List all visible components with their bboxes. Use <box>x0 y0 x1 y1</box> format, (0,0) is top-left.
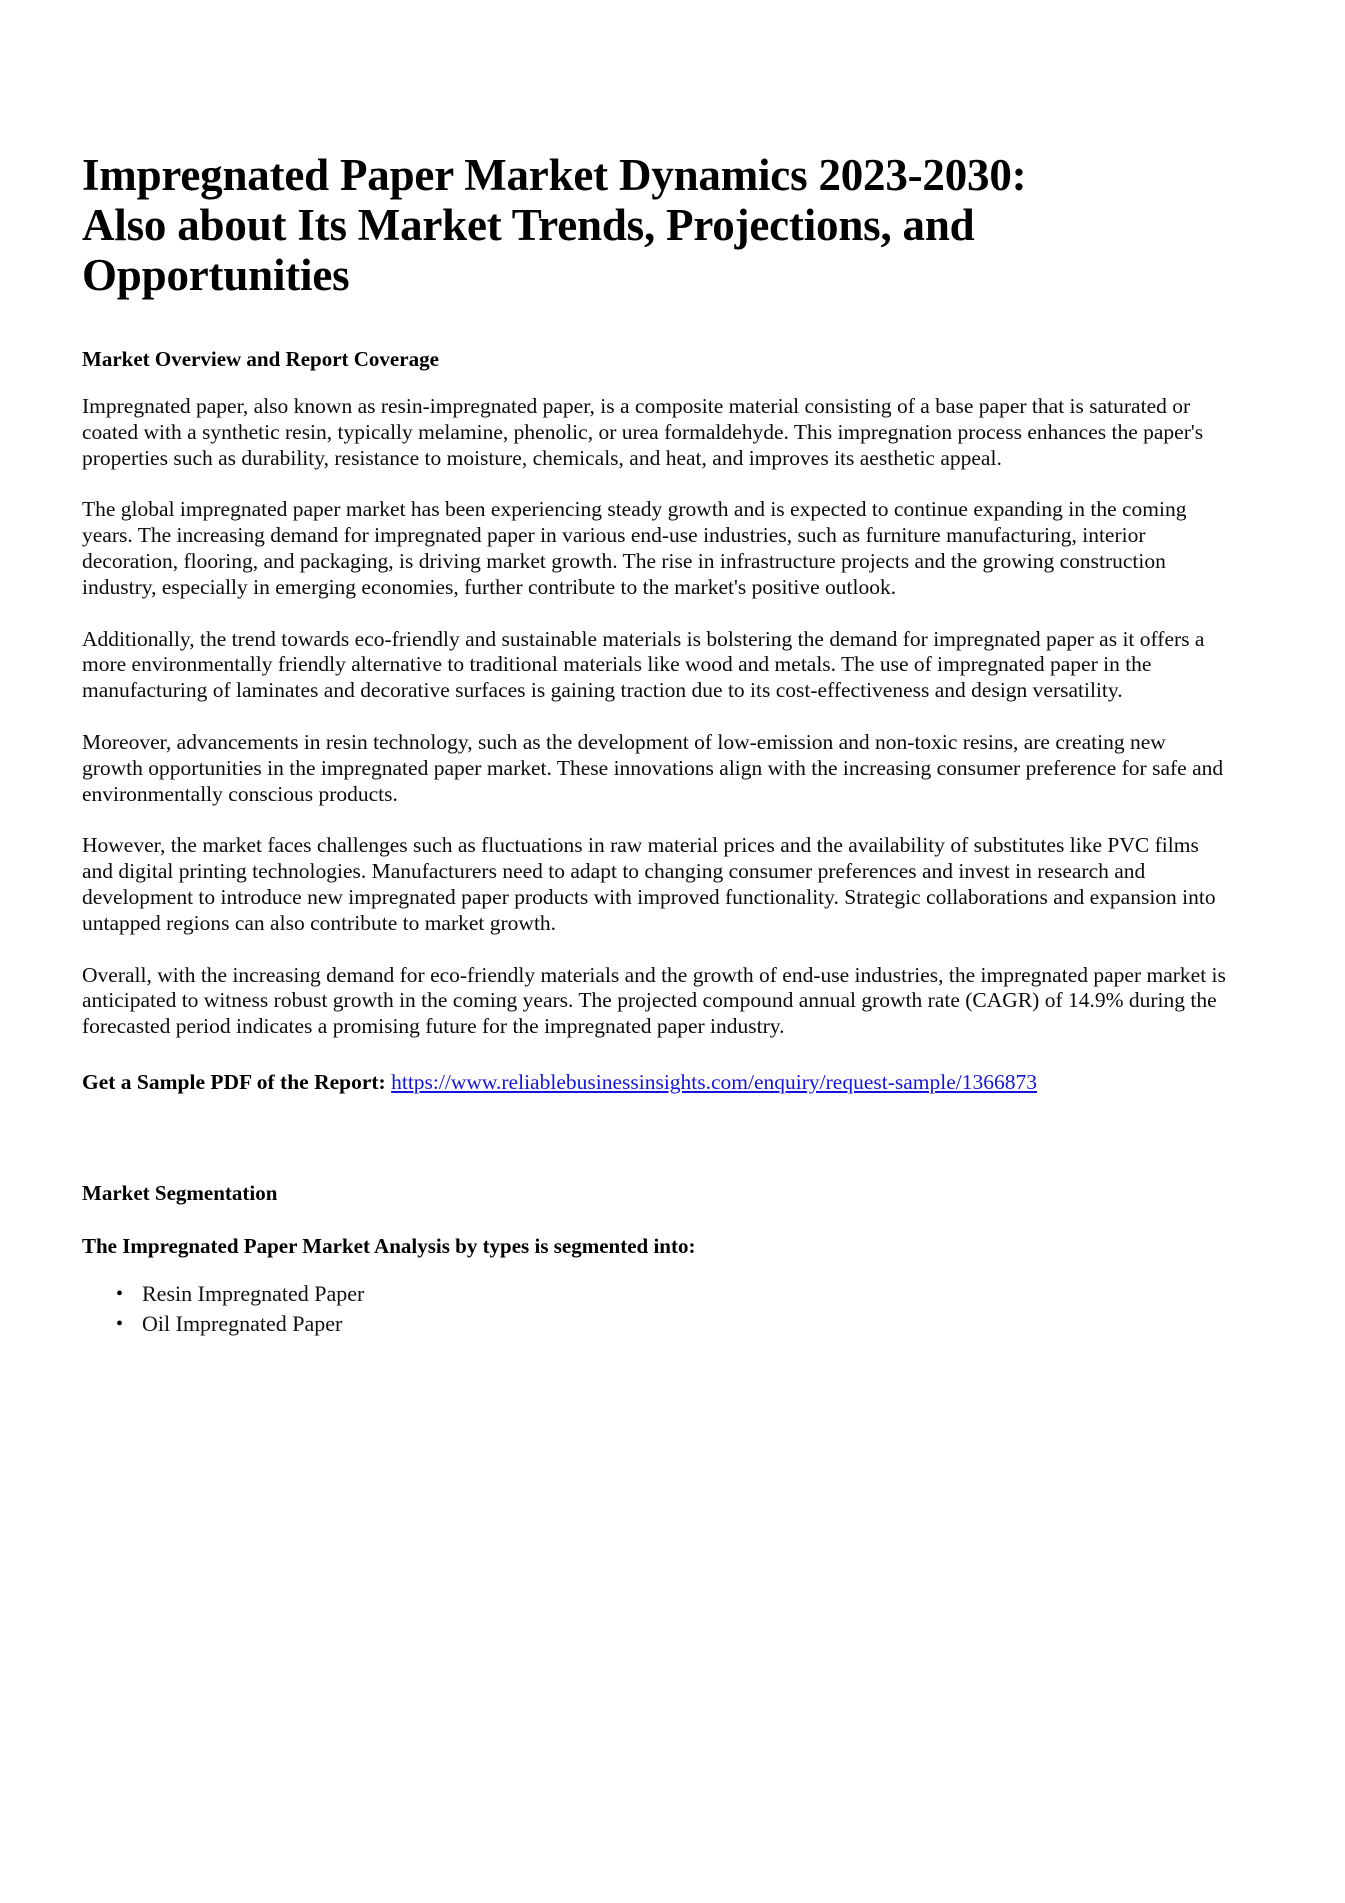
request-sample-link[interactable]: https://www.reliablebusinessinsights.com/enquiry/request-sample/1366873 <box>391 1069 1038 1094</box>
page-title: Impregnated Paper Market Dynamics 2023-2030: Also about Its Market Trends, Projections, and Opportunities <box>82 150 1027 300</box>
type-segment-list <box>82 1279 1232 1339</box>
list-item: • Oil Impregnated Paper <box>142 1309 1232 1339</box>
section-spacer <box>82 1122 1232 1180</box>
document-content <box>82 150 1232 1339</box>
list-item: • Resin Impregnated Paper <box>142 1279 1232 1309</box>
paragraph-global-growth: The global impregnated paper market has been experiencing steady growth and is expected to continue expanding in the coming years. The increasing demand for impregnated paper in various end-use industries, such as furniture manufacturing, interior decoration, flooring, and packaging, is driving market growth. The rise in infrastructure projects and the growing construction industry, especially in emerging economies, further contribute to the market's positive outlook. <box>82 497 1187 599</box>
section-heading-types: The Impregnated Paper Market Analysis by types is segmented into: <box>82 1233 696 1258</box>
paragraph-market-challenges: However, the market faces challenges such as fluctuations in raw material prices and the availability of substitutes like PVC films and digital printing technologies. Manufacturers need to adapt to changing consumer preferences and invest in research and development to introduce new impregnated paper products with improved functionality. Strategic collaborations and expansion into untapped regions can also contribute to market growth. <box>82 833 1216 935</box>
section-heading-market-overview: Market Overview and Report Coverage <box>82 347 439 371</box>
paragraph-resin-technology: Moreover, advancements in resin technology, such as the development of low-emission and non-toxic resins, are creating new growth opportunities in the impregnated paper market. These innovations align with the increasing consumer preference for safe and environmentally conscious products. <box>82 729 1224 806</box>
sample-pdf-line <box>82 1070 1232 1096</box>
section-heading-market-segmentation: Market Segmentation <box>82 1180 278 1205</box>
sample-pdf-label: Get a Sample PDF of the Report: <box>82 1069 386 1094</box>
paragraph-eco-friendly-trend: Additionally, the trend towards eco-friendly and sustainable materials is bolstering the demand for impregnated paper as it offers a more environmentally friendly alternative to traditional materials like wood and metals. The use of impregnated paper in the manufacturing of laminates and decorative surfaces is gaining traction due to its cost-effectiveness and design versatility. <box>82 626 1205 703</box>
paragraph-outlook-cagr: Overall, with the increasing demand for eco-friendly materials and the growth of end-use industries, the impregnated paper market is anticipated to witness robust growth in the coming years. The projected compound annual growth rate (CAGR) of 14.9% during the forecasted period indicates a promising future for the impregnated paper industry. <box>82 962 1226 1039</box>
paragraph-definition: Impregnated paper, also known as resin-impregnated paper, is a composite material consisting of a base paper that is saturated or coated with a synthetic resin, typically melamine, phenolic, or urea formaldehyde. This impregnation process enhances the paper's properties such as durability, resistance to moisture, chemicals, and heat, and improves its aesthetic appeal. <box>82 394 1204 470</box>
